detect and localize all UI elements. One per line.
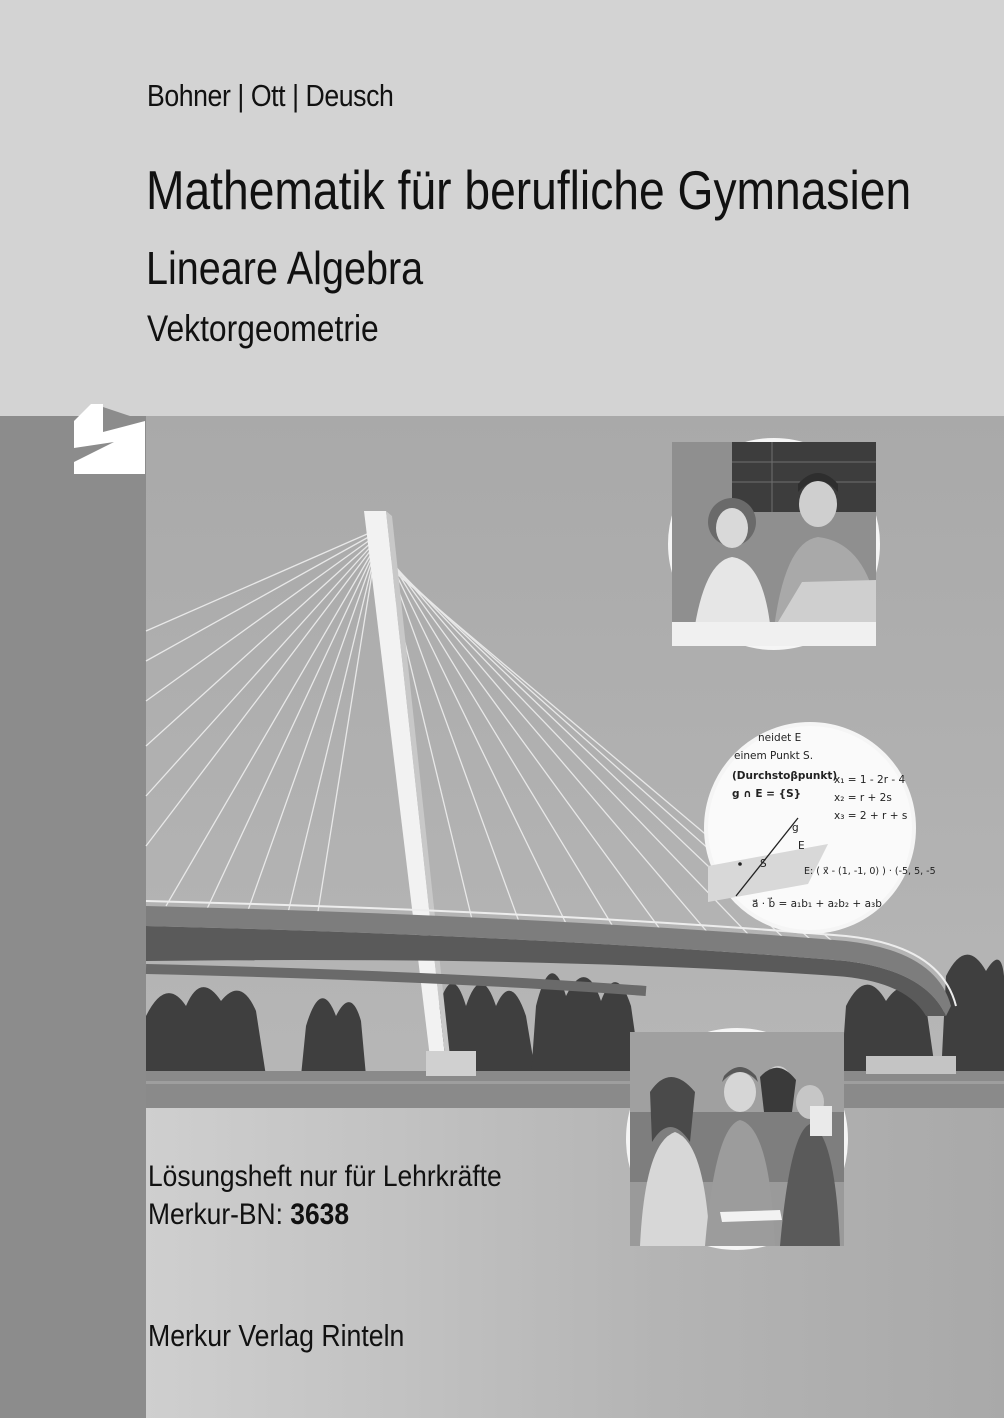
publisher-name: Merkur Verlag Rinteln: [148, 1318, 405, 1353]
math-line-4: g ∩ E = {S}: [732, 788, 802, 800]
math-formulas-image: [704, 722, 936, 934]
math-label-e: E: [798, 840, 805, 852]
book-title: Mathematik für berufliche Gymnasien: [146, 159, 912, 221]
math-line-3: (Durchstoβpunkt): [732, 770, 838, 782]
merkur-bn-label: Merkur-BN:: [148, 1198, 283, 1231]
math-eq-3: x₃ = 2 + r + s: [834, 810, 908, 822]
math-label-s: S: [760, 858, 767, 870]
math-label-g: g: [792, 822, 799, 834]
publisher-logo-icon: [74, 404, 145, 474]
math-plane-equation: E: ( x⃗ - (1, -1, 0) ) · (-5, 5, -5: [804, 866, 936, 877]
left-strip: [0, 416, 146, 1418]
math-line-1: neidet E: [758, 732, 802, 744]
solutions-note: Lösungsheft nur für Lehrkräfte: [148, 1160, 502, 1193]
math-dot-product: a⃗ · b⃗ = a₁b₁ + a₂b₂ + a₃b: [752, 898, 882, 910]
math-line-2: einem Punkt S.: [734, 750, 814, 762]
students-laptop-photo: [668, 438, 880, 650]
bottom-panel: [146, 1108, 1004, 1418]
authors: Bohner | Ott | Deusch: [147, 78, 394, 113]
math-eq-1: x₁ = 1 - 2r - 4: [834, 774, 906, 786]
merkur-bn-number: 3638: [290, 1198, 350, 1231]
math-eq-2: x₂ = r + 2s: [834, 792, 892, 804]
book-topic: Vektorgeometrie: [147, 308, 379, 349]
merkur-bn: [148, 1198, 349, 1232]
students-group-photo: [626, 1028, 848, 1250]
book-subtitle: Lineare Algebra: [146, 242, 424, 294]
